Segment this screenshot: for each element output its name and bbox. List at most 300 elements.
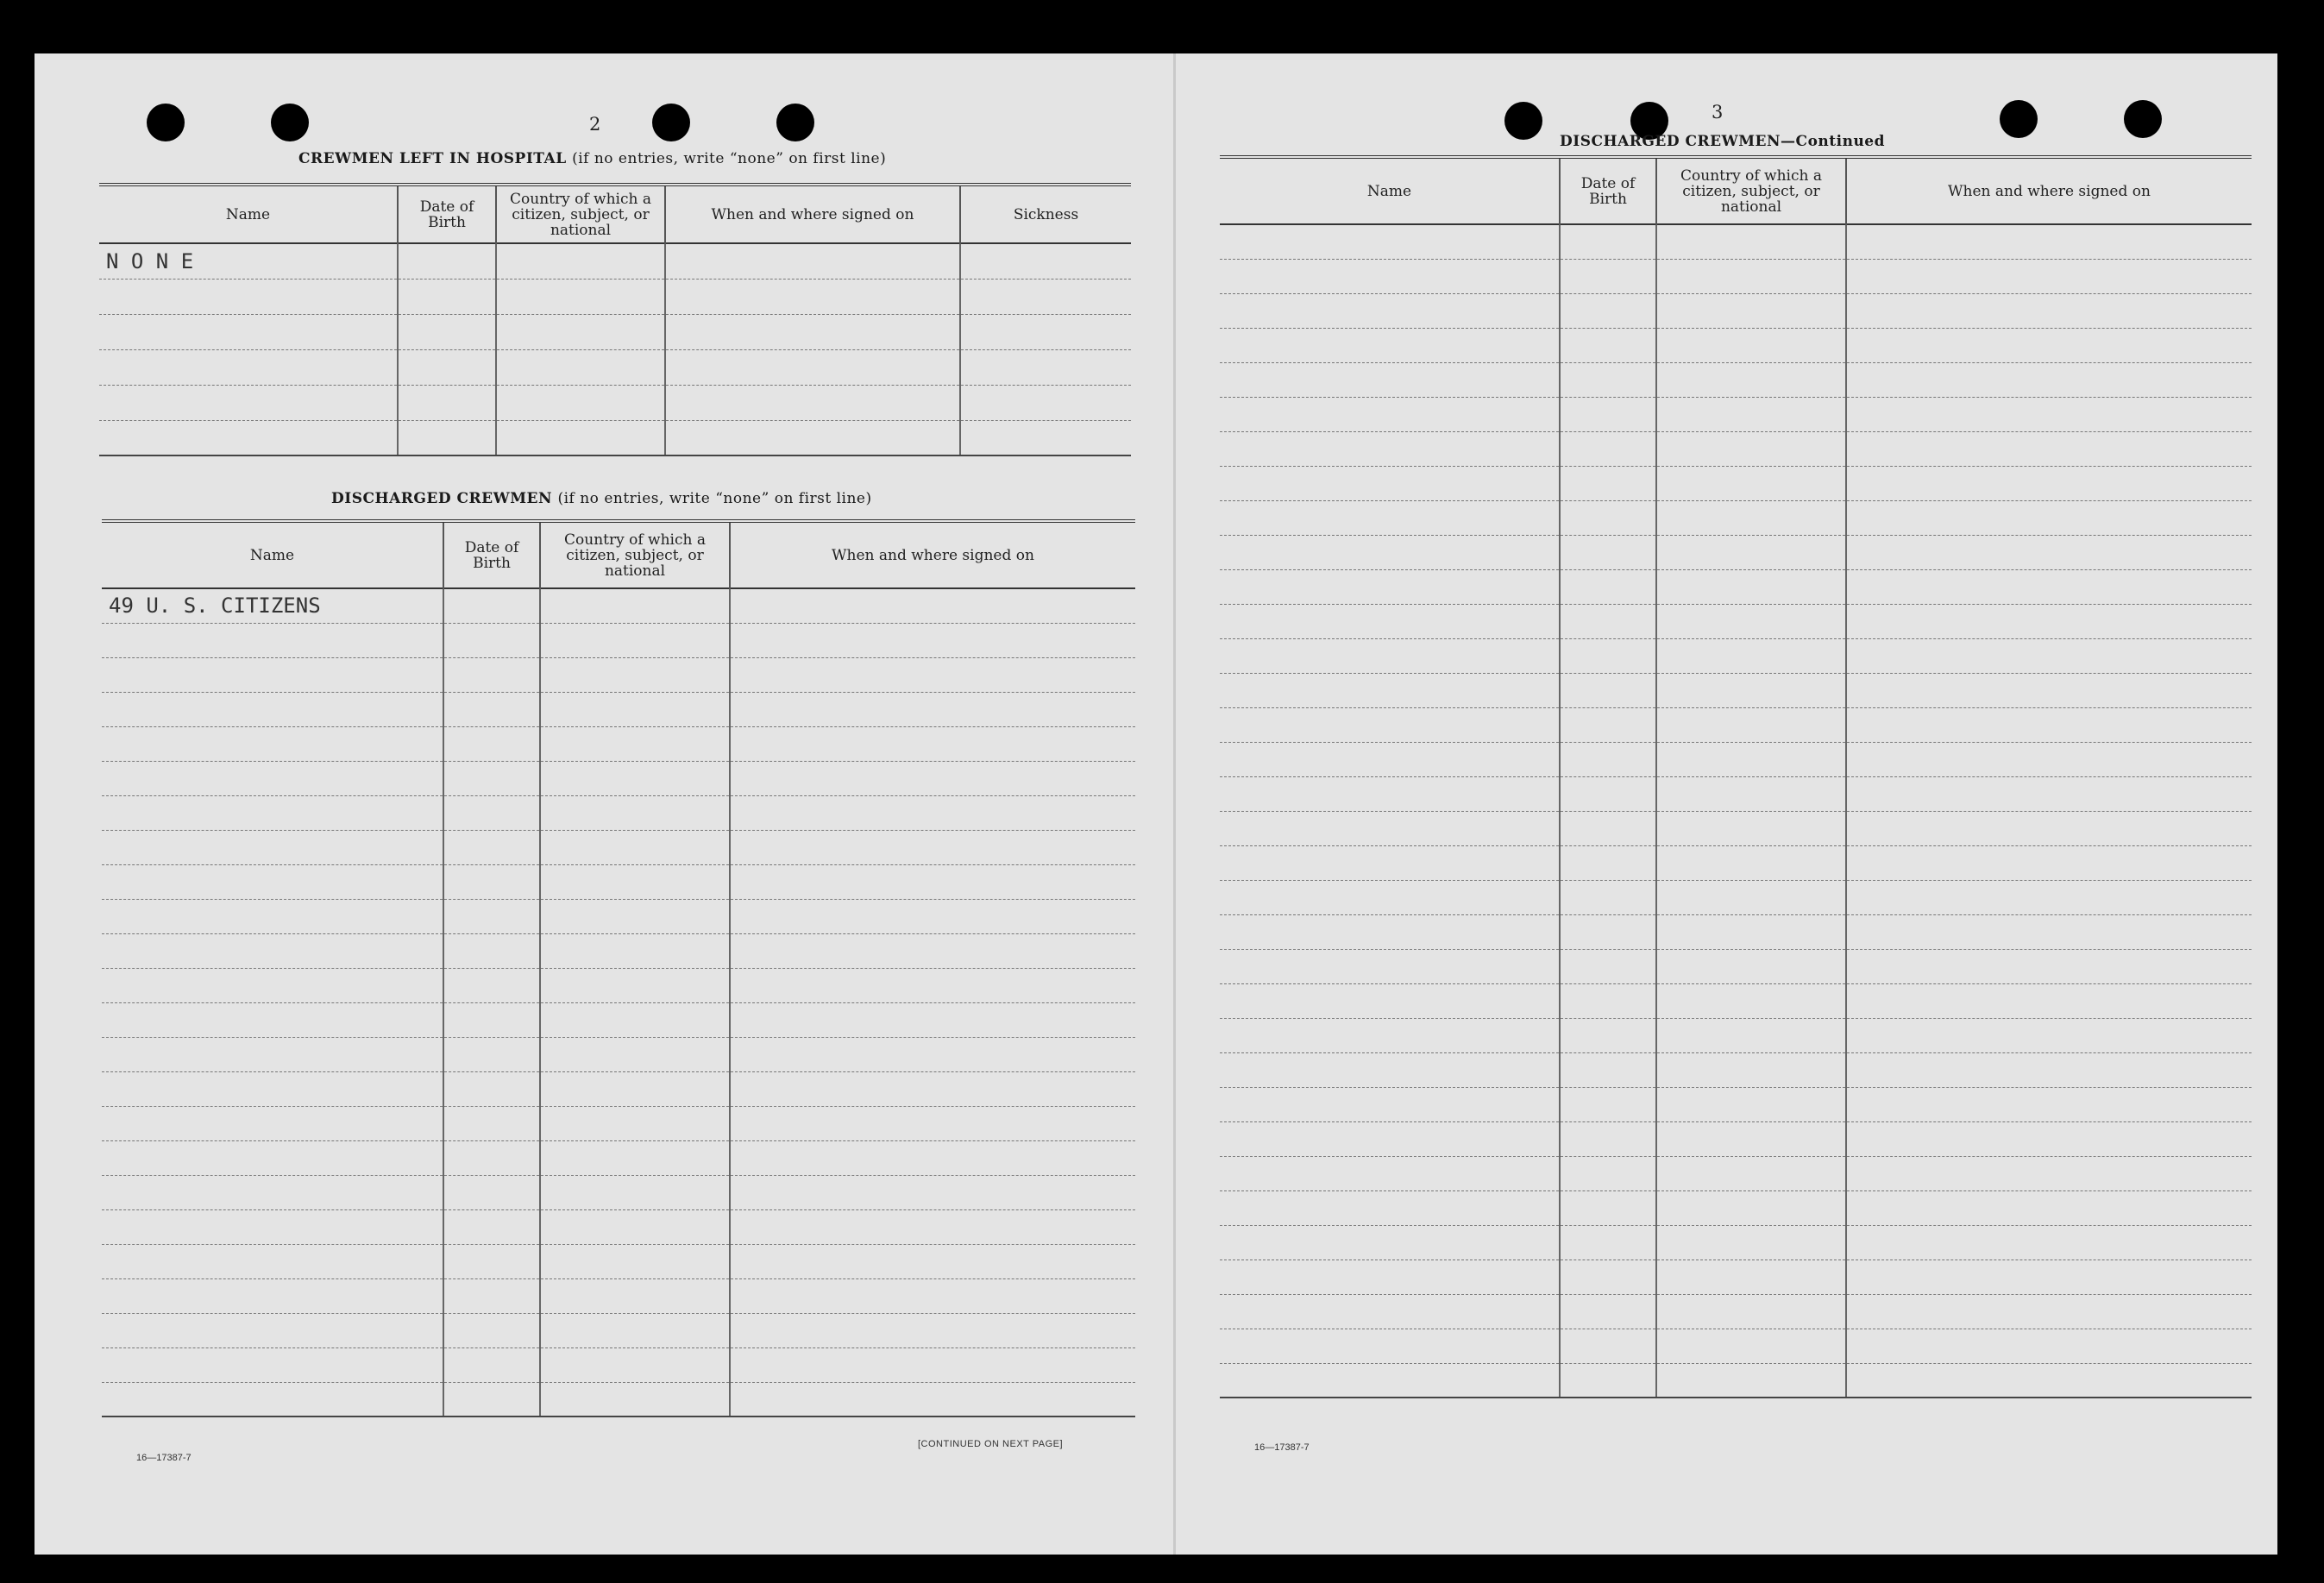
page-number-right: 3 (1712, 102, 1724, 122)
name-cell (1220, 293, 1560, 328)
table-row (102, 1382, 1135, 1417)
hospital-title-note: (if no entries, write “none” on first line) (572, 150, 887, 167)
punch-hole (2000, 100, 2038, 138)
empty-cell (443, 726, 540, 761)
name-cell (102, 1244, 443, 1278)
empty-cell (1560, 1363, 1656, 1398)
name-cell (1220, 983, 1560, 1018)
empty-cell (1846, 1121, 2252, 1156)
col-header-country: Country of which a citizen, subject, or national (1656, 157, 1846, 224)
empty-cell (960, 420, 1131, 455)
table-row (102, 623, 1135, 657)
empty-cell (540, 623, 730, 657)
table-row (102, 1175, 1135, 1209)
table-row (102, 1347, 1135, 1382)
empty-cell (1560, 362, 1656, 397)
empty-cell (960, 385, 1131, 420)
empty-cell (398, 349, 496, 385)
name-cell (102, 623, 443, 657)
empty-cell (540, 933, 730, 968)
empty-cell (1560, 742, 1656, 776)
empty-cell (1846, 983, 2252, 1018)
empty-cell (730, 864, 1135, 899)
empty-cell (1560, 673, 1656, 707)
empty-cell (1846, 328, 2252, 362)
page-fold (1173, 53, 1176, 1555)
name-cell (1220, 673, 1560, 707)
punch-hole (271, 104, 309, 141)
empty-cell (1846, 224, 2252, 259)
empty-cell (1560, 328, 1656, 362)
empty-cell (540, 899, 730, 933)
empty-cell (730, 1106, 1135, 1140)
col-header-signed-on: When and where signed on (665, 185, 960, 243)
name-cell (99, 385, 398, 420)
empty-cell (730, 588, 1135, 623)
empty-cell (730, 1175, 1135, 1209)
empty-cell (1656, 1259, 1846, 1294)
table-row (1220, 776, 2252, 811)
table-row (1220, 397, 2252, 431)
empty-cell (443, 1106, 540, 1140)
name-cell (99, 349, 398, 385)
empty-cell (730, 1209, 1135, 1244)
empty-cell (1846, 914, 2252, 949)
empty-cell (1656, 259, 1846, 293)
empty-cell (1846, 1363, 2252, 1398)
table-row (1220, 328, 2252, 362)
empty-cell (1560, 1052, 1656, 1087)
col-header-signed-on: When and where signed on (730, 521, 1135, 588)
table-row (1220, 293, 2252, 328)
table-row (102, 1106, 1135, 1140)
continued-section-title (1560, 133, 1885, 150)
empty-cell (540, 588, 730, 623)
empty-cell (1656, 1190, 1846, 1225)
table-row (1220, 535, 2252, 569)
empty-cell (443, 1313, 540, 1347)
empty-cell (1656, 949, 1846, 983)
table-row (1220, 707, 2252, 742)
empty-cell (443, 761, 540, 795)
name-cell (1220, 1225, 1560, 1259)
form-number-left: 16—17387-7 (136, 1453, 192, 1463)
name-cell (99, 314, 398, 349)
empty-cell (1846, 535, 2252, 569)
table-row (102, 1002, 1135, 1037)
empty-cell (730, 830, 1135, 864)
punch-hole (147, 104, 185, 141)
table-row (102, 761, 1135, 795)
table-row (99, 243, 1131, 279)
empty-cell (1846, 673, 2252, 707)
empty-cell (443, 1382, 540, 1417)
empty-cell (1846, 1294, 2252, 1329)
name-cell (1220, 535, 1560, 569)
empty-cell (443, 1244, 540, 1278)
punch-hole (2124, 100, 2162, 138)
table-row (1220, 742, 2252, 776)
table-row (99, 314, 1131, 349)
empty-cell (443, 1175, 540, 1209)
empty-cell (496, 243, 665, 279)
table-row (102, 692, 1135, 726)
table-row (99, 279, 1131, 314)
empty-cell (540, 1002, 730, 1037)
empty-cell (1846, 638, 2252, 673)
table-row (1220, 1087, 2252, 1121)
empty-cell (1846, 431, 2252, 466)
col-header-signed-on: When and where signed on (1846, 157, 2252, 224)
name-cell (1220, 1294, 1560, 1329)
col-header-dob: Date of Birth (1560, 157, 1656, 224)
empty-cell (1560, 1156, 1656, 1190)
empty-cell (1846, 1259, 2252, 1294)
table-row (1220, 1294, 2252, 1329)
name-cell (102, 726, 443, 761)
name-cell (1220, 431, 1560, 466)
name-cell (1220, 328, 1560, 362)
discharged-title-text: DISCHARGED CREWMEN (331, 490, 553, 507)
empty-cell (398, 420, 496, 455)
empty-cell (960, 243, 1131, 279)
empty-cell (1656, 1363, 1846, 1398)
empty-cell (540, 1140, 730, 1175)
empty-cell (443, 1002, 540, 1037)
empty-cell (1846, 845, 2252, 880)
table-row (1220, 224, 2252, 259)
table-row (102, 1244, 1135, 1278)
empty-cell (665, 420, 960, 455)
name-cell (102, 899, 443, 933)
empty-cell (1846, 466, 2252, 500)
name-cell (1220, 811, 1560, 845)
empty-cell (443, 933, 540, 968)
col-header-name: Name (1366, 182, 1412, 200)
table-row (1220, 845, 2252, 880)
empty-cell (1560, 500, 1656, 535)
table-row (1220, 638, 2252, 673)
empty-cell (443, 968, 540, 1002)
empty-cell (1846, 1225, 2252, 1259)
empty-cell (1560, 949, 1656, 983)
empty-cell (1560, 224, 1656, 259)
name-cell (102, 795, 443, 830)
empty-cell (1656, 707, 1846, 742)
table-row (102, 830, 1135, 864)
table-row (1220, 949, 2252, 983)
table-row (1220, 1259, 2252, 1294)
continued-title-suffix: —Continued (1781, 133, 1886, 150)
empty-cell (1560, 638, 1656, 673)
name-cell (1220, 845, 1560, 880)
name-cell (1220, 742, 1560, 776)
empty-cell (540, 830, 730, 864)
empty-cell (1656, 293, 1846, 328)
continued-note: [CONTINUED ON NEXT PAGE] (918, 1439, 1064, 1449)
empty-cell (960, 314, 1131, 349)
table-row (1220, 1121, 2252, 1156)
empty-cell (540, 1347, 730, 1382)
empty-cell (443, 1278, 540, 1313)
name-cell (1220, 1363, 1560, 1398)
empty-cell (1560, 1121, 1656, 1156)
empty-cell (1560, 293, 1656, 328)
name-cell (1220, 1052, 1560, 1087)
empty-cell (1846, 811, 2252, 845)
table-row (1220, 1190, 2252, 1225)
table-row (102, 657, 1135, 692)
name-cell (1220, 1259, 1560, 1294)
table-row (1220, 1329, 2252, 1363)
empty-cell (1656, 1156, 1846, 1190)
name-cell (1220, 1018, 1560, 1052)
name-cell (1220, 1329, 1560, 1363)
table-row (1220, 604, 2252, 638)
form-number-right: 16—17387-7 (1254, 1442, 1310, 1453)
col-header-sickness: Sickness (960, 185, 1131, 243)
empty-cell (1560, 1329, 1656, 1363)
name-cell: N O N E (99, 243, 398, 279)
col-header-country: Country of which a citizen, subject, or national (540, 521, 730, 588)
empty-cell (1560, 397, 1656, 431)
discharged-continued-table (1220, 155, 2252, 1398)
empty-cell (1846, 1052, 2252, 1087)
name-cell (102, 1313, 443, 1347)
empty-cell (496, 349, 665, 385)
empty-cell (1560, 983, 1656, 1018)
table-row (102, 795, 1135, 830)
empty-cell (1560, 845, 1656, 880)
empty-cell (1846, 604, 2252, 638)
empty-cell (540, 692, 730, 726)
empty-cell (398, 243, 496, 279)
empty-cell (1656, 845, 1846, 880)
empty-cell (398, 314, 496, 349)
empty-cell (1846, 1190, 2252, 1225)
empty-cell (1846, 880, 2252, 914)
empty-cell (443, 830, 540, 864)
name-cell (102, 1140, 443, 1175)
name-cell (102, 1071, 443, 1106)
empty-cell (443, 1140, 540, 1175)
name-cell (1220, 880, 1560, 914)
table-row (102, 933, 1135, 968)
empty-cell (730, 899, 1135, 933)
empty-cell (1656, 673, 1846, 707)
hospital-section-title (298, 150, 886, 167)
punch-hole (1504, 102, 1542, 140)
page-number-left: 2 (589, 114, 601, 135)
empty-cell (540, 1209, 730, 1244)
table-row (1220, 569, 2252, 604)
empty-cell (1656, 500, 1846, 535)
discharged-table (102, 519, 1135, 1417)
empty-cell (443, 1071, 540, 1106)
table-row (1220, 1363, 2252, 1398)
empty-cell (1656, 431, 1846, 466)
name-cell (1220, 362, 1560, 397)
continued-title-text: DISCHARGED CREWMEN (1560, 133, 1781, 150)
empty-cell (960, 349, 1131, 385)
hospital-title-text: CREWMEN LEFT IN HOSPITAL (298, 150, 567, 167)
empty-cell (1560, 880, 1656, 914)
empty-cell (730, 726, 1135, 761)
empty-cell (1846, 362, 2252, 397)
table-row (99, 385, 1131, 420)
table-row (1220, 362, 2252, 397)
empty-cell (443, 623, 540, 657)
empty-cell (1846, 293, 2252, 328)
empty-cell (443, 899, 540, 933)
name-cell (102, 761, 443, 795)
empty-cell (730, 1037, 1135, 1071)
empty-cell (1560, 431, 1656, 466)
empty-cell (1846, 1087, 2252, 1121)
table-row (102, 864, 1135, 899)
empty-cell (1846, 949, 2252, 983)
punch-hole (776, 104, 814, 141)
name-cell (102, 1106, 443, 1140)
name-cell (102, 968, 443, 1002)
name-cell (102, 1209, 443, 1244)
name-cell (102, 1037, 443, 1071)
empty-cell (1560, 466, 1656, 500)
empty-cell (730, 968, 1135, 1002)
empty-cell (443, 692, 540, 726)
empty-cell (1656, 1052, 1846, 1087)
table-row (102, 1037, 1135, 1071)
empty-cell (443, 1037, 540, 1071)
empty-cell (1560, 1259, 1656, 1294)
empty-cell (398, 279, 496, 314)
table-row (1220, 1225, 2252, 1259)
empty-cell (1560, 535, 1656, 569)
empty-cell (443, 1209, 540, 1244)
empty-cell (730, 795, 1135, 830)
name-cell (1220, 259, 1560, 293)
empty-cell (1656, 1329, 1846, 1363)
empty-cell (443, 588, 540, 623)
empty-cell (1656, 328, 1846, 362)
col-header-dob: Date of Birth (443, 521, 540, 588)
col-header-country: Country of which a citizen, subject, or national (496, 185, 665, 243)
table-row (1220, 983, 2252, 1018)
empty-cell (730, 761, 1135, 795)
empty-cell (1560, 259, 1656, 293)
table-row (102, 726, 1135, 761)
empty-cell (1560, 1225, 1656, 1259)
empty-cell (1560, 1190, 1656, 1225)
scanned-manifest-spread (35, 53, 2277, 1555)
name-cell (102, 657, 443, 692)
name-cell (1220, 1156, 1560, 1190)
name-cell (102, 1175, 443, 1209)
empty-cell (1656, 224, 1846, 259)
table-row (102, 588, 1135, 623)
empty-cell (540, 1106, 730, 1140)
name-cell (1220, 1121, 1560, 1156)
table-row (1220, 431, 2252, 466)
name-cell (1220, 776, 1560, 811)
name-cell (102, 864, 443, 899)
empty-cell (1560, 707, 1656, 742)
name-cell (99, 420, 398, 455)
empty-cell (1560, 914, 1656, 949)
hospital-table (99, 183, 1131, 456)
empty-cell (496, 385, 665, 420)
empty-cell (960, 279, 1131, 314)
empty-cell (540, 795, 730, 830)
empty-cell (1656, 1294, 1846, 1329)
empty-cell (730, 1244, 1135, 1278)
name-cell (1220, 569, 1560, 604)
empty-cell (1560, 1294, 1656, 1329)
empty-cell (1656, 1121, 1846, 1156)
table-row (1220, 914, 2252, 949)
punch-hole (652, 104, 690, 141)
name-cell (1220, 707, 1560, 742)
col-header-dob: Date of Birth (398, 185, 496, 243)
empty-cell (1656, 1225, 1846, 1259)
empty-cell (1560, 569, 1656, 604)
empty-cell (1656, 535, 1846, 569)
name-cell (1220, 500, 1560, 535)
name-cell (1220, 1087, 1560, 1121)
empty-cell (730, 1071, 1135, 1106)
empty-cell (540, 968, 730, 1002)
table-row (1220, 673, 2252, 707)
discharged-title-note: (if no entries, write “none” on first line) (557, 490, 872, 507)
table-row (102, 899, 1135, 933)
table-row (1220, 500, 2252, 535)
empty-cell (1846, 1018, 2252, 1052)
table-row (1220, 466, 2252, 500)
table-row (99, 420, 1131, 455)
empty-cell (1846, 500, 2252, 535)
empty-cell (1656, 466, 1846, 500)
empty-cell (1656, 742, 1846, 776)
empty-cell (1656, 569, 1846, 604)
empty-cell (1560, 811, 1656, 845)
empty-cell (1656, 362, 1846, 397)
empty-cell (1656, 1087, 1846, 1121)
empty-cell (1656, 1018, 1846, 1052)
empty-cell (443, 657, 540, 692)
empty-cell (1846, 742, 2252, 776)
empty-cell (1846, 1156, 2252, 1190)
empty-cell (665, 279, 960, 314)
table-row (99, 349, 1131, 385)
empty-cell (496, 279, 665, 314)
empty-cell (540, 761, 730, 795)
empty-cell (1560, 604, 1656, 638)
empty-cell (730, 933, 1135, 968)
table-row (102, 1209, 1135, 1244)
empty-cell (730, 623, 1135, 657)
empty-cell (665, 314, 960, 349)
empty-cell (540, 1313, 730, 1347)
empty-cell (1656, 914, 1846, 949)
empty-cell (1656, 880, 1846, 914)
empty-cell (496, 420, 665, 455)
empty-cell (443, 1347, 540, 1382)
empty-cell (730, 1278, 1135, 1313)
empty-cell (540, 1278, 730, 1313)
name-cell (102, 830, 443, 864)
empty-cell (1656, 811, 1846, 845)
empty-cell (1560, 776, 1656, 811)
